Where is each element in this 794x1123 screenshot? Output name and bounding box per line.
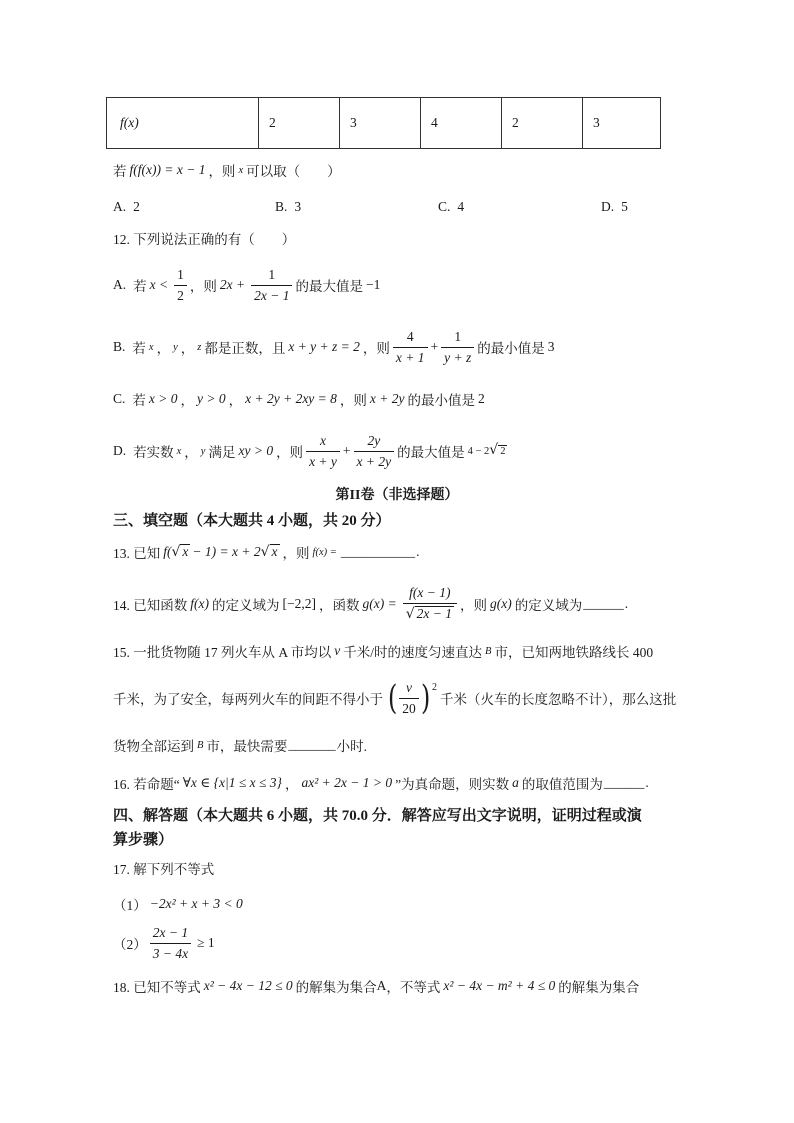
q11-mid: ，则 bbox=[208, 164, 236, 179]
option-value: 2 bbox=[133, 199, 140, 214]
q17-title-text: 17. 解下列不等式 bbox=[113, 862, 215, 877]
fraction bbox=[399, 680, 419, 716]
numerator: 2y bbox=[367, 432, 381, 448]
math: 4 − 2 bbox=[467, 445, 490, 457]
text: ， bbox=[156, 341, 171, 356]
text: 的定义域为 bbox=[514, 598, 583, 613]
text: ，则 bbox=[339, 393, 367, 408]
math: a bbox=[512, 775, 519, 790]
fraction bbox=[354, 433, 395, 469]
text: 千米（火车的长度忽略不计），那么这批 bbox=[440, 692, 677, 707]
math: xy > 0 bbox=[238, 443, 274, 458]
q11-stem bbox=[113, 150, 341, 190]
math: x bbox=[148, 341, 154, 353]
text: 的解集为集合 bbox=[295, 980, 377, 995]
math: x² − 4x − 12 ≤ 0 bbox=[203, 978, 293, 993]
text: ， bbox=[228, 393, 243, 408]
radicand: 2 bbox=[500, 446, 506, 458]
answer-blank: ______ bbox=[603, 775, 645, 790]
plus-sign: + bbox=[430, 339, 439, 354]
fraction bbox=[251, 267, 292, 303]
function-value-table bbox=[106, 97, 661, 149]
math: ≥ 1 bbox=[197, 935, 215, 950]
option-label: C. bbox=[438, 199, 451, 214]
math: y bbox=[200, 445, 206, 457]
text: ，函数 bbox=[318, 598, 360, 613]
text: . bbox=[416, 544, 420, 559]
table-cell: 3 bbox=[340, 98, 421, 149]
text: 市，最快需要 bbox=[206, 739, 288, 754]
q17-part2 bbox=[113, 923, 218, 963]
text: ”为真命题，则实数 bbox=[395, 777, 510, 792]
denominator: y + z bbox=[441, 347, 474, 366]
text: 若实数 bbox=[133, 445, 174, 460]
close-paren: ) bbox=[420, 678, 431, 718]
section4-title-text: 四、解答题（本大题共 6 小题，共 70.0 分．解答应写出文字说明，证明过程或演 bbox=[113, 807, 642, 824]
math: x + 2y + 2xy = 8 bbox=[245, 391, 337, 406]
text: 的取值范围为 bbox=[521, 777, 603, 792]
fraction bbox=[306, 433, 340, 469]
exponent: 2 bbox=[432, 682, 438, 693]
math: x² − 4x − m² + 4 ≤ 0 bbox=[443, 978, 556, 993]
text: 市，已知两地铁路线长 400 bbox=[494, 645, 654, 660]
text: 的定义域为 bbox=[211, 598, 280, 613]
text: 的最小值是 bbox=[477, 341, 545, 356]
text: ，则 bbox=[276, 445, 304, 460]
radicand: 2x − 1 bbox=[416, 605, 452, 621]
math: g(x) bbox=[489, 596, 512, 611]
math: f( bbox=[163, 544, 172, 559]
square-root bbox=[172, 544, 191, 561]
text: ，则 bbox=[189, 279, 217, 294]
text: . bbox=[624, 596, 629, 611]
part-label: （2） bbox=[113, 937, 147, 952]
radicand: x bbox=[182, 543, 189, 559]
square-root bbox=[261, 544, 280, 561]
option-label: A. bbox=[113, 199, 127, 214]
text: 千米/时的速度匀速直达 bbox=[343, 645, 483, 660]
q11-option-d bbox=[601, 187, 628, 227]
math: y bbox=[173, 341, 178, 353]
text: ， bbox=[184, 445, 198, 460]
text: 的最大值是 bbox=[295, 279, 363, 294]
math: B bbox=[485, 645, 492, 657]
option-label: B. bbox=[275, 199, 288, 214]
denominator: x + y bbox=[306, 451, 340, 470]
denominator: 2x − 1 bbox=[251, 285, 292, 304]
text: 都是正数，且 bbox=[204, 341, 286, 356]
text: . bbox=[645, 775, 649, 790]
section3-title-text: 三、填空题（本大题共 4 小题，共 20 分） bbox=[113, 512, 391, 529]
math: v bbox=[334, 643, 341, 658]
math: z bbox=[197, 341, 202, 353]
denominator: x + 2y bbox=[354, 451, 395, 470]
math: B bbox=[197, 739, 204, 751]
math: −1 bbox=[365, 277, 381, 292]
section4-title-line1 bbox=[113, 794, 642, 834]
text: 16. 若命题“ bbox=[113, 777, 180, 792]
q17-part1 bbox=[113, 884, 246, 924]
row-label-expr: f(x) bbox=[120, 115, 139, 130]
q12-title bbox=[113, 218, 295, 258]
math: 2x + bbox=[219, 277, 246, 292]
table-cell: 2 bbox=[259, 98, 340, 149]
text: 的最大值是 bbox=[397, 445, 465, 460]
q11-expr: f(f(x)) = x − 1 bbox=[129, 162, 206, 177]
math: x > 0 bbox=[148, 391, 178, 406]
radical-sign: √ bbox=[260, 544, 270, 561]
q11-pre: 若 bbox=[113, 164, 127, 179]
square-root bbox=[489, 443, 507, 458]
option-label: A. bbox=[113, 277, 127, 292]
numerator: v bbox=[406, 679, 413, 695]
radical-sign: √ bbox=[489, 442, 499, 459]
part2-title-text: 第II卷（非选择题） bbox=[335, 488, 459, 503]
numerator: f(x − 1) bbox=[409, 585, 451, 601]
text: 货物全部运到 bbox=[113, 739, 194, 754]
option-label: C. bbox=[113, 391, 126, 406]
radicand: x bbox=[271, 543, 278, 559]
denominator bbox=[403, 603, 457, 623]
q12-title-text: 12. 下列说法正确的有（ ） bbox=[113, 232, 296, 247]
math: y > 0 bbox=[197, 391, 226, 406]
math: −2x² + x + 3 < 0 bbox=[149, 896, 243, 911]
text: ，则 bbox=[459, 598, 487, 613]
section4-title-text: 算步骤） bbox=[113, 831, 174, 848]
math: [−2,2] bbox=[282, 596, 316, 611]
q12-option-c bbox=[113, 379, 488, 419]
fraction bbox=[403, 585, 457, 622]
fraction bbox=[150, 925, 191, 961]
text: ， bbox=[180, 341, 195, 356]
text: 15. 一批货物随 17 列火车从 A 市均以 bbox=[113, 645, 332, 660]
text: 18. 已知不等式 bbox=[113, 980, 201, 995]
open-paren: ( bbox=[387, 678, 398, 718]
answer-blank: ___________ bbox=[340, 544, 416, 559]
q13 bbox=[113, 532, 419, 572]
q17-title bbox=[113, 848, 214, 888]
text: 13. 已知 bbox=[113, 546, 161, 561]
numerator: 2x − 1 bbox=[152, 924, 189, 940]
text: 若 bbox=[133, 279, 147, 294]
table-row bbox=[107, 98, 661, 149]
denominator: 2 bbox=[174, 285, 187, 304]
option-label: D. bbox=[601, 199, 615, 214]
math: 2 bbox=[478, 391, 485, 406]
radical-sign: √ bbox=[405, 606, 415, 623]
math: x + y + z = 2 bbox=[288, 339, 360, 354]
math: − 1) = x + 2 bbox=[192, 544, 261, 559]
text: 的解集为集合 bbox=[558, 980, 640, 995]
text: 若 bbox=[132, 341, 146, 356]
table-cell: 3 bbox=[583, 98, 661, 149]
table-row-label bbox=[107, 98, 259, 149]
q15-line2 bbox=[113, 678, 676, 718]
text: 14. 已知函数 bbox=[113, 598, 188, 613]
q14 bbox=[113, 584, 628, 624]
math: x < bbox=[149, 277, 169, 292]
text: ， bbox=[284, 777, 299, 792]
fraction bbox=[174, 267, 187, 303]
math: g(x) = bbox=[362, 596, 397, 611]
option-label: D. bbox=[113, 443, 127, 458]
text: 小时. bbox=[336, 739, 368, 754]
numerator: 4 bbox=[406, 328, 414, 344]
math: 3 bbox=[547, 339, 555, 354]
text: 的最小值是 bbox=[407, 393, 476, 408]
q12-option-b bbox=[113, 327, 558, 367]
text: ， bbox=[180, 393, 194, 408]
q15-line3 bbox=[113, 725, 367, 765]
denominator: 20 bbox=[399, 698, 419, 717]
q15-line1 bbox=[113, 631, 653, 671]
option-value: 4 bbox=[457, 199, 465, 214]
table-cell: 2 bbox=[502, 98, 583, 149]
text: 满足 bbox=[208, 445, 236, 460]
option-value: 3 bbox=[294, 199, 302, 214]
numerator: 1 bbox=[177, 266, 184, 282]
answer-blank: ______ bbox=[583, 596, 624, 611]
math: x bbox=[176, 445, 182, 457]
fraction bbox=[441, 329, 474, 365]
q12-option-a bbox=[113, 265, 383, 305]
denominator: x + 1 bbox=[393, 347, 428, 366]
table-cell: 4 bbox=[421, 98, 502, 149]
q18 bbox=[113, 966, 639, 1006]
option-label: B. bbox=[113, 339, 126, 354]
square-root bbox=[406, 606, 454, 623]
numerator: 1 bbox=[268, 266, 276, 282]
text: ，不等式 bbox=[386, 980, 441, 995]
math: x + 2y bbox=[369, 391, 405, 406]
answer-blank: _______ bbox=[288, 737, 336, 752]
text: A bbox=[376, 978, 387, 993]
math: f(x) bbox=[190, 596, 209, 611]
math: ax² + 2x − 1 > 0 bbox=[301, 775, 393, 790]
option-value: 5 bbox=[621, 199, 628, 214]
numerator: x bbox=[319, 432, 326, 448]
radical-sign: √ bbox=[171, 544, 181, 561]
text: 千米，为了安全，每两列火车的间距不得小于 bbox=[113, 692, 383, 707]
plus-sign: + bbox=[342, 443, 351, 458]
part-label: （1） bbox=[113, 898, 147, 913]
denominator: 3 − 4x bbox=[150, 943, 191, 962]
q11-option-c bbox=[438, 187, 464, 227]
text: ，则 bbox=[362, 341, 390, 356]
numerator: 1 bbox=[454, 328, 462, 344]
math: ∀x ∈ {x|1 ≤ x ≤ 3} bbox=[182, 775, 282, 790]
q11-post: 可以取（ ） bbox=[246, 164, 341, 179]
fraction bbox=[393, 329, 428, 365]
math: f(x) = bbox=[312, 546, 337, 558]
q12-option-d bbox=[113, 431, 507, 471]
text: 若 bbox=[132, 393, 146, 408]
q11-var: x bbox=[238, 164, 244, 176]
text: ，则 bbox=[282, 546, 310, 561]
